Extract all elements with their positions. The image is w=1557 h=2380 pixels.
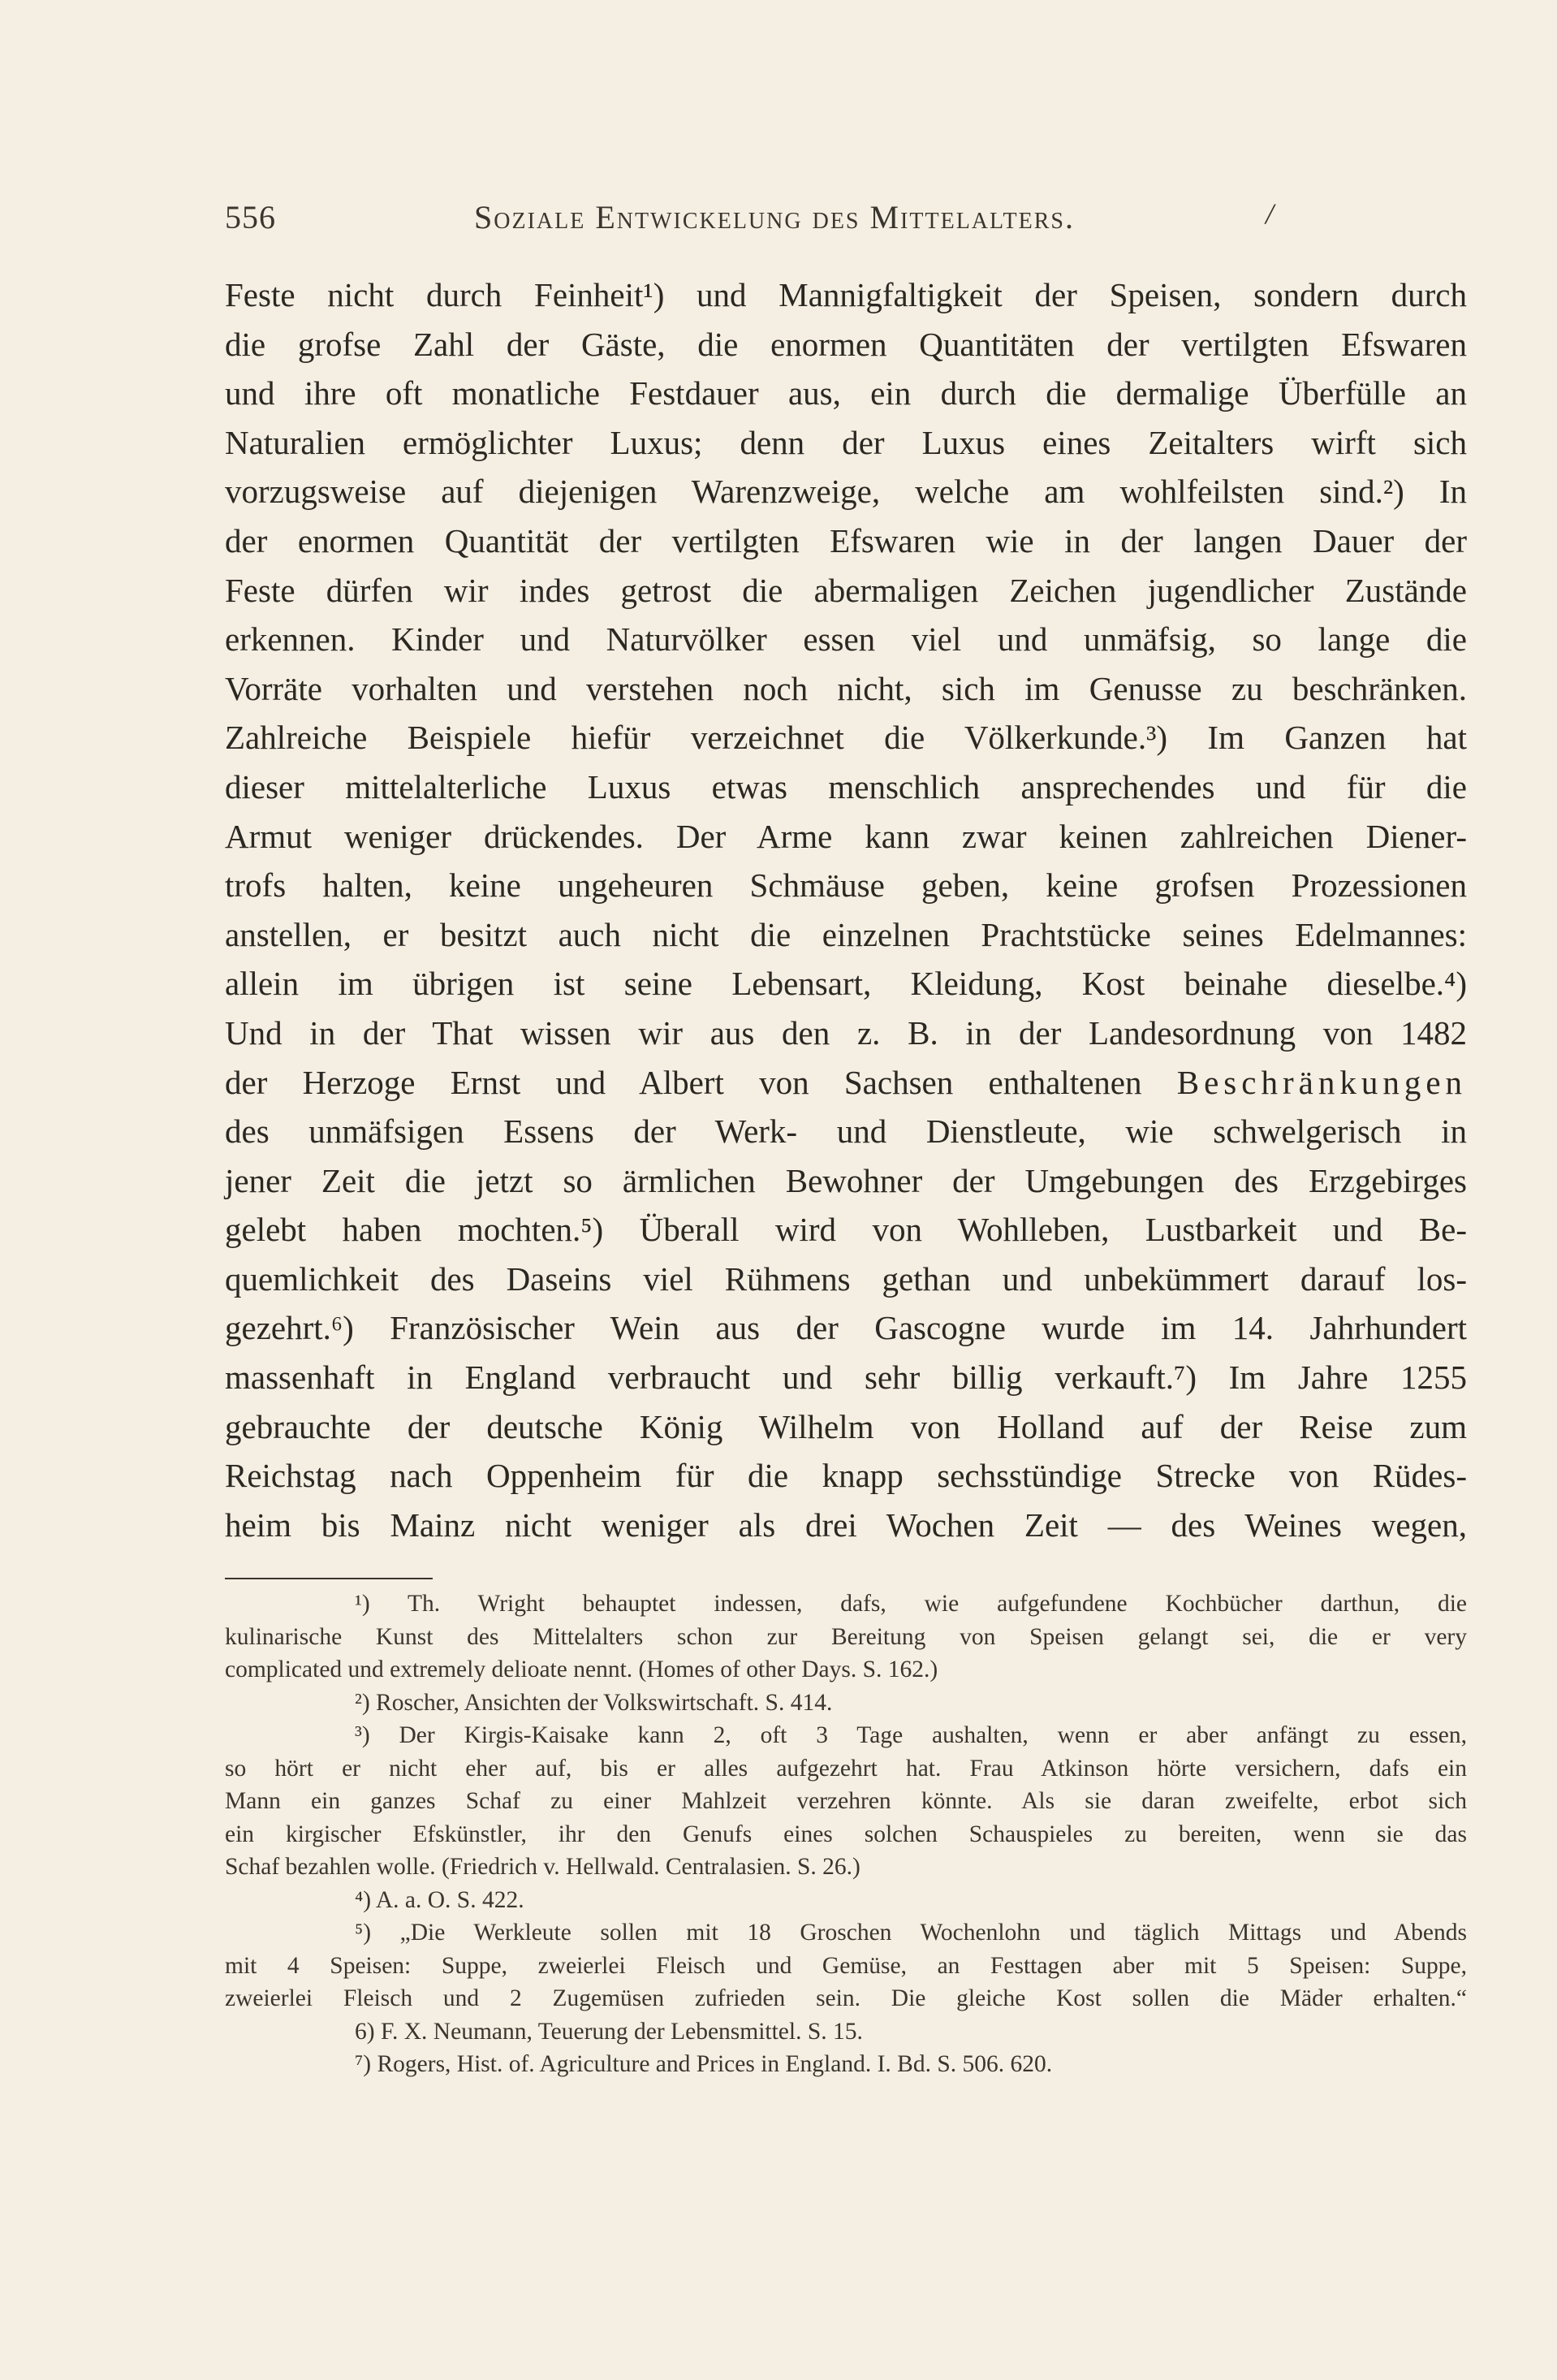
text-line: anstellen, er besitzt auch nicht die einzelnen Prachtstücke seines Edelmannes: <box>225 915 1467 953</box>
footnote-line: ⁵) „Die Werkleute sollen mit 18 Groschen Wochenlohn und täglich Mittags und Abends <box>355 1920 1467 1946</box>
text-line: erkennen. Kinder und Naturvölker essen viel und unmäfsig, so lange die <box>225 620 1467 659</box>
text-line: gelebt haben mochten.⁵) Überall wird von Wohlleben, Lustbarkeit und Be- <box>225 1211 1467 1249</box>
footnote-line: zweierlei Fleisch und 2 Zugemüsen zufrieden sein. Die gleiche Kost sollen die Mäder erhalten.“ <box>225 1985 1467 2011</box>
footnote-line: kulinarische Kunst des Mittelalters schon zur Bereitung von Speisen gelangt sei, die er very <box>225 1623 1467 1650</box>
text-line: Reichstag nach Oppenheim für die knapp sechsstündige Strecke von Rüdes- <box>225 1457 1467 1495</box>
text-line: des unmäfsigen Essens der Werk- und Dienstleute, wie schwelgerisch in <box>225 1112 1467 1151</box>
footnote-line: ⁴) A. a. O. S. 422. <box>355 1886 524 1913</box>
spaced-emphasis: Beschränkungen <box>1176 1063 1468 1101</box>
footnote-line: ³) Der Kirgis-Kaisake kann 2, oft 3 Tage aushalten, wenn er aber anfängt zu essen, <box>355 1722 1467 1748</box>
text-line: und ihre oft monatliche Festdauer aus, ein durch die dermalige Überfülle an <box>225 374 1467 413</box>
page-number: 556 <box>225 199 276 235</box>
text-line-part: der Herzoge Ernst und Albert von Sachsen enthaltenen <box>225 1063 1142 1101</box>
text-line: Feste nicht durch Feinheit¹) und Mannigfaltigkeit der Speisen, sondern durch <box>225 276 1467 313</box>
footnote-line: Mann ein ganzes Schaf zu einer Mahlzeit verzehren könnte. Als sie daran zweifelte, erbot sich <box>225 1788 1467 1814</box>
text-line: gezehrt.⁶) Französischer Wein aus der Gascogne wurde im 14. Jahrhundert <box>225 1309 1467 1347</box>
footnote-line: 6) F. X. Neumann, Teuerung der Lebensmittel. S. 15. <box>355 2018 863 2045</box>
text-line: dieser mittelalterliche Luxus etwas menschlich ansprechendes und für die <box>225 767 1467 806</box>
text-line: gebrauchte der deutsche König Wilhelm von Holland auf der Reise zum <box>225 1407 1467 1445</box>
footnote-line: complicated und extremely delioate nennt. (Homes of other Days. S. 162.) <box>225 1656 938 1682</box>
footnote-line: ¹) Th. Wright behauptet indessen, dafs, wie aufgefundene Kochbücher darthun, die <box>355 1591 1467 1617</box>
text-line: Zahlreiche Beispiele hiefür verzeichnet die Völkerkunde.³) Im Ganzen hat <box>225 719 1467 757</box>
running-title: Soziale Entwickelung des Mittelalters. <box>474 199 1076 235</box>
footnotes <box>225 1587 1467 2081</box>
text-line: quemlichkeit des Daseins viel Rühmens gethan und unbekümmert darauf los- <box>225 1259 1467 1298</box>
page-mark: / <box>1266 197 1275 230</box>
footnote-line: mit 4 Speisen: Suppe, zweierlei Fleisch und Gemüse, an Festtagen aber mit 5 Speisen: Suppe, <box>225 1952 1467 1979</box>
footnote-line: Schaf bezahlen wolle. (Friedrich v. Hellwald. Centralasien. S. 26.) <box>225 1854 860 1880</box>
text-line: vorzugsweise auf diejenigen Warenzweige, welche am wohlfeilsten sind.²) In <box>225 473 1467 511</box>
text-line: Und in der That wissen wir aus den z. B. in der Landesordnung von 1482 <box>225 1013 1467 1052</box>
text-line: massenhaft in England verbraucht und sehr billig verkauft.⁷) Im Jahre 1255 <box>225 1358 1467 1397</box>
text-line: allein im übrigen ist seine Lebensart, Kleidung, Kost beinahe dieselbe.⁴) <box>225 965 1467 1003</box>
footnote-line: ein kirgischer Efskünstler, ihr den Genufs eines solchen Schauspieles zu bereiten, wenn sie das <box>225 1821 1467 1847</box>
text-line: Vorräte vorhalten und verstehen noch nicht, sich im Genusse zu beschränken. <box>225 669 1467 707</box>
footnote-line: ⁷) Rogers, Hist. of. Agriculture and Prices in England. I. Bd. S. 506. 620. <box>355 2051 1053 2077</box>
text-line: Feste dürfen wir indes getrost die abermaligen Zeichen jugendlicher Zustände <box>225 571 1467 609</box>
text-line: heim bis Mainz nicht weniger als drei Wochen Zeit — des Weines wegen, <box>225 1505 1467 1544</box>
text-line: der enormen Quantität der vertilgten Efswaren wie in der langen Dauer der <box>225 521 1467 559</box>
text-line: trofs halten, keine ungeheuren Schmäuse geben, keine grofsen Prozessionen <box>225 866 1467 905</box>
running-header <box>225 198 1467 244</box>
text-line: Armut weniger drückendes. Der Arme kann zwar keinen zahlreichen Diener- <box>225 817 1467 855</box>
text-line <box>225 1058 1467 1108</box>
text-line: die grofse Zahl der Gäste, die enormen Quantitäten der vertilgten Efswaren <box>225 325 1467 363</box>
text-line: Naturalien ermöglichter Luxus; denn der Luxus eines Zeitalters wirft sich <box>225 423 1467 461</box>
footnote-line: ²) Roscher, Ansichten der Volkswirtschaft. S. 414. <box>355 1689 833 1716</box>
footnote-line: so hört er nicht eher auf, bis er alles aufgezehrt hat. Frau Atkinson hörte versichern, dafs ein <box>225 1755 1467 1782</box>
footnote-rule <box>225 1578 433 1579</box>
main-text <box>225 270 1467 1549</box>
text-line: jener Zeit die jetzt so ärmlichen Bewohner der Umgebungen des Erzgebirges <box>225 1161 1467 1199</box>
